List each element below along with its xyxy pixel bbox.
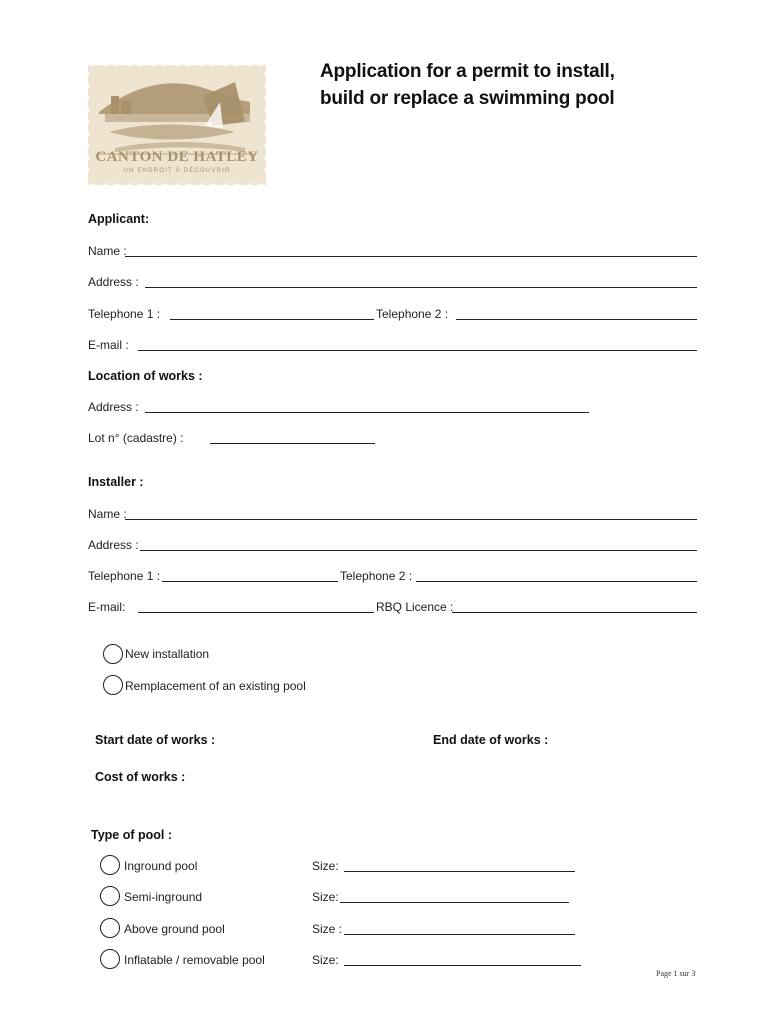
- installer-email-label: E-mail:: [88, 600, 126, 614]
- pool-type-heading: Type of pool :: [91, 828, 173, 842]
- inflatable-size-field[interactable]: [344, 965, 581, 966]
- applicant-tel1-label: Telephone 1 :: [88, 307, 161, 321]
- installer-address-field[interactable]: [140, 550, 697, 551]
- new-installation-label: New installation: [125, 647, 210, 661]
- location-address-field[interactable]: [145, 412, 589, 413]
- applicant-name-label: Name :: [88, 244, 127, 258]
- inground-size-field[interactable]: [344, 871, 575, 872]
- new-installation-radio[interactable]: [103, 644, 123, 664]
- location-address-label: Address :: [88, 400, 139, 414]
- applicant-tel2-field[interactable]: [456, 319, 697, 320]
- inflatable-pool-radio[interactable]: [100, 949, 120, 969]
- applicant-address-label: Address :: [88, 275, 139, 289]
- above-ground-size-label: Size :: [312, 922, 343, 936]
- page-number: Page 1 sur 3: [656, 969, 696, 978]
- replacement-radio[interactable]: [103, 675, 123, 695]
- form-title: [320, 58, 740, 112]
- applicant-email-label: E-mail :: [88, 338, 129, 352]
- semi-inground-size-label: Size:: [312, 890, 339, 904]
- inflatable-pool-label: Inflatable / removable pool: [124, 953, 265, 967]
- applicant-address-field[interactable]: [145, 287, 697, 288]
- inflatable-size-label: Size:: [312, 953, 339, 967]
- logo-tagline: UN ENDROIT À DÉCOUVRIR: [123, 168, 231, 174]
- above-ground-pool-radio[interactable]: [100, 918, 120, 938]
- installer-email-field[interactable]: [138, 612, 374, 613]
- applicant-heading: Applicant:: [88, 212, 150, 226]
- rbq-licence-label: RBQ Licence :: [376, 600, 454, 614]
- installer-address-label: Address :: [88, 538, 139, 552]
- start-date-label: Start date of works :: [95, 733, 216, 747]
- logo-name: CANTON DE HATLEY: [95, 149, 259, 165]
- end-date-label: End date of works :: [433, 733, 549, 747]
- above-ground-pool-label: Above ground pool: [124, 922, 225, 936]
- lot-number-label: Lot n° (cadastre) :: [88, 431, 184, 445]
- inground-pool-radio[interactable]: [100, 855, 120, 875]
- installer-heading: Installer :: [88, 475, 144, 489]
- replacement-label: Remplacement of an existing pool: [125, 679, 306, 693]
- inground-size-label: Size:: [312, 859, 339, 873]
- above-ground-size-field[interactable]: [344, 934, 575, 935]
- lot-number-field[interactable]: [210, 443, 375, 444]
- semi-inground-pool-label: Semi-inground: [124, 890, 203, 904]
- inground-pool-label: Inground pool: [124, 859, 198, 873]
- installer-tel2-label: Telephone 2 :: [340, 569, 413, 583]
- applicant-tel2-label: Telephone 2 :: [376, 307, 449, 321]
- installer-name-label: Name :: [88, 507, 127, 521]
- installer-name-field[interactable]: [125, 519, 697, 520]
- form-title-line-1: Application for a permit to install,: [320, 61, 615, 82]
- rbq-licence-field[interactable]: [452, 612, 697, 613]
- location-heading: Location of works :: [88, 369, 203, 383]
- installer-tel2-field[interactable]: [416, 581, 697, 582]
- semi-inground-size-field[interactable]: [340, 902, 569, 903]
- applicant-email-field[interactable]: [138, 350, 697, 351]
- installer-tel1-label: Telephone 1 :: [88, 569, 161, 583]
- applicant-name-field[interactable]: [125, 256, 697, 257]
- cost-of-works-label: Cost of works :: [95, 770, 186, 784]
- applicant-tel1-field[interactable]: [170, 319, 374, 320]
- semi-inground-pool-radio[interactable]: [100, 886, 120, 906]
- installer-tel1-field[interactable]: [162, 581, 338, 582]
- form-title-line-2: build or replace a swimming pool: [320, 88, 615, 109]
